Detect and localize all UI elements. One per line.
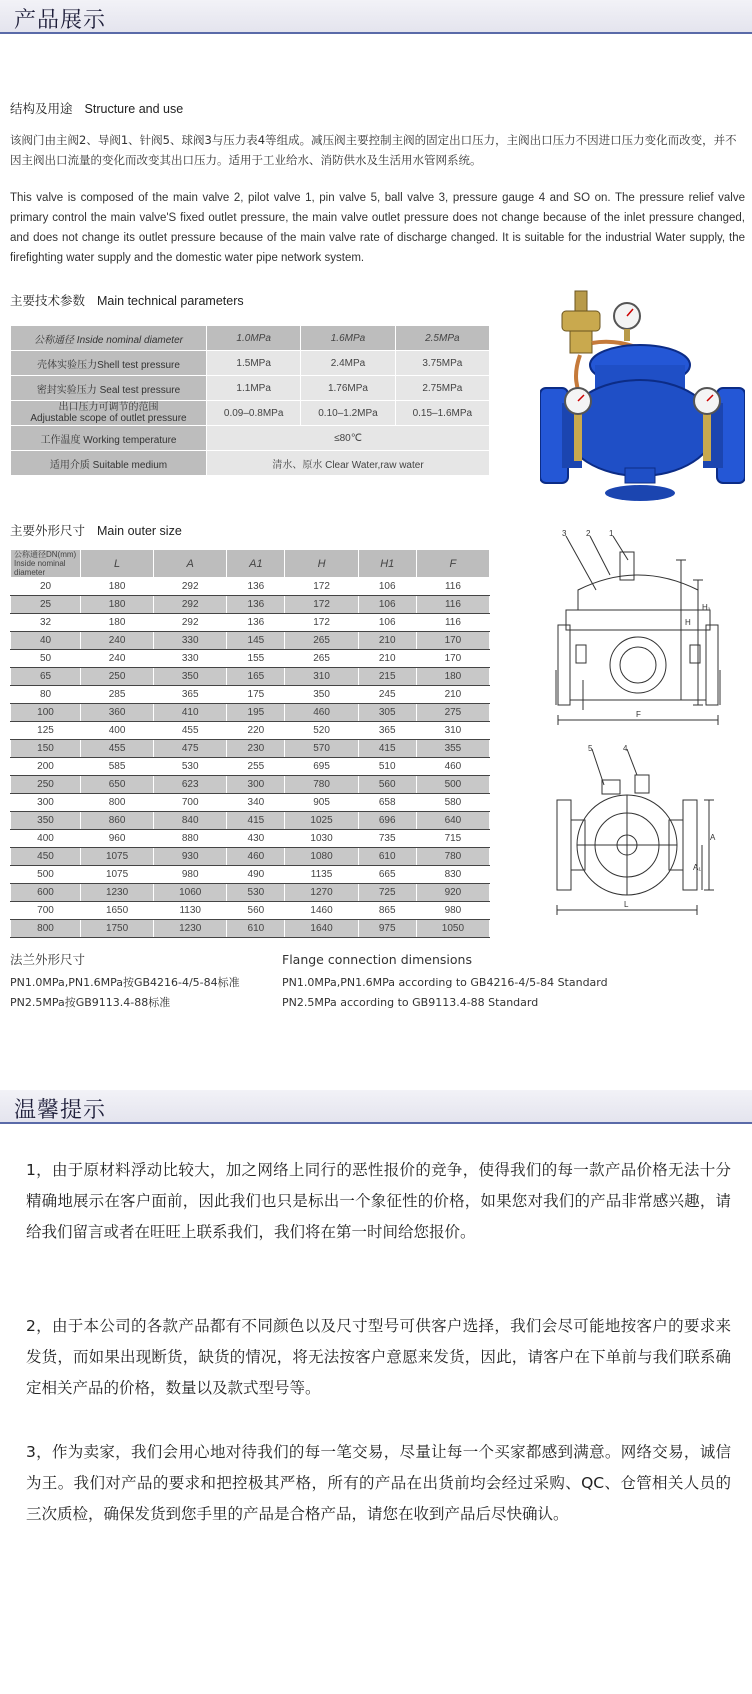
working-temp-value: ≤80℃: [207, 426, 490, 451]
table-cell: 310: [416, 722, 489, 740]
table-cell: 240: [81, 650, 154, 668]
table-cell: 1130: [154, 902, 227, 920]
table-cell: 106: [358, 596, 416, 614]
dn-header-en: Inside nominal diameter: [14, 559, 66, 577]
table-row: [11, 884, 490, 902]
table-cell: 265: [285, 650, 358, 668]
table-cell: 1.5MPa: [207, 351, 301, 376]
table-cell: 865: [358, 902, 416, 920]
table-cell: 250: [81, 668, 154, 686]
table-cell: 665: [358, 866, 416, 884]
table-cell: 210: [358, 632, 416, 650]
col-header-A: A: [154, 550, 227, 578]
table-cell: 696: [358, 812, 416, 830]
dn-cell: 300: [11, 794, 81, 812]
adjustable-scope-en: Adjustable scope of outlet pressure: [30, 413, 187, 424]
table-cell: 2.75MPa: [395, 376, 489, 401]
dim-a1: A₁: [693, 863, 702, 872]
table-cell: 1135: [285, 866, 358, 884]
table-cell: 735: [358, 830, 416, 848]
table-row: [11, 920, 490, 938]
table-row: [11, 812, 490, 830]
structure-title: [10, 99, 183, 117]
table-cell: 695: [285, 758, 358, 776]
table-cell: 570: [285, 740, 358, 758]
table-cell: 980: [416, 902, 489, 920]
dn-cell: 350: [11, 812, 81, 830]
table-cell: 1025: [285, 812, 358, 830]
table-cell: 180: [81, 614, 154, 632]
dn-header: [11, 550, 81, 578]
table-cell: 245: [358, 686, 416, 704]
table-cell: 920: [416, 884, 489, 902]
table-cell: 340: [227, 794, 285, 812]
table-cell: 1460: [285, 902, 358, 920]
table-cell: 292: [154, 614, 227, 632]
table-cell: 165: [227, 668, 285, 686]
outer-size-title-cn: 主要外形尺寸: [10, 523, 86, 538]
table-cell: 116: [416, 596, 489, 614]
valve-photo: [540, 283, 745, 511]
structure-paragraph-cn: 该阀门由主阀2、导阀1、针阀5、球阀3与压力表4等组成。减压阀主要控制主阀的固定出口压力，主阀出口压力不因进口压力变化而改变，并不因主阀出口流量的变化而改变其出口压力。适用于工业给水、消防供水及生活用水管网系统。: [10, 133, 737, 167]
table-row: [11, 451, 490, 476]
table-cell: 880: [154, 830, 227, 848]
table-cell: 355: [416, 740, 489, 758]
flange-line1-en: PN1.0MPa,PN1.6MPa according to GB4216-4/5-84 Standard: [282, 976, 608, 989]
table-row: [11, 686, 490, 704]
seal-test-label: 密封实验压力 Seal test pressure: [11, 376, 207, 401]
col-header-H: H: [285, 550, 358, 578]
shell-test-label: 壳体实验压力Shell test pressure: [11, 351, 207, 376]
table-row: [11, 704, 490, 722]
table-cell: 172: [285, 578, 358, 596]
table-cell: 292: [154, 596, 227, 614]
dn-cell: 500: [11, 866, 81, 884]
table-cell: 0.10–1.2MPa: [301, 401, 395, 426]
table-cell: 510: [358, 758, 416, 776]
technical-parameters-table: [10, 325, 490, 476]
valve-plan-diagram: [552, 745, 722, 925]
table-cell: 610: [227, 920, 285, 938]
dn-cell: 400: [11, 830, 81, 848]
table-cell: 240: [81, 632, 154, 650]
table-cell: 560: [358, 776, 416, 794]
table-cell: 2.4MPa: [301, 351, 395, 376]
table-cell: 460: [285, 704, 358, 722]
nominal-diameter-label: 公称通径 Inside nominal diameter: [11, 326, 207, 351]
technical-title: [10, 291, 244, 309]
table-cell: 330: [154, 650, 227, 668]
pressure-col-1: 1.0MPa: [207, 326, 301, 351]
table-row: [11, 650, 490, 668]
table-cell: 1650: [81, 902, 154, 920]
notice-2: 2，由于本公司的各款产品都有不同颜色以及尺寸型号可供客户选择，我们会尽可能地按客户的要求来发货，而如果出现断货，缺货的情况，将无法按客户意愿来发货，因此，请客户在下单前与我们联系确定相关产品的价格，数量以及款式型号等。: [26, 1317, 731, 1397]
dn-cell: 50: [11, 650, 81, 668]
table-cell: 455: [154, 722, 227, 740]
table-cell: 715: [416, 830, 489, 848]
table-cell: 360: [81, 704, 154, 722]
table-cell: 460: [416, 758, 489, 776]
table-cell: 930: [154, 848, 227, 866]
col-header-H1: H1: [358, 550, 416, 578]
structure-title-cn: 结构及用途: [10, 101, 73, 116]
table-cell: 1030: [285, 830, 358, 848]
callout-5: 5: [588, 745, 593, 753]
dn-cell: 80: [11, 686, 81, 704]
table-cell: 285: [81, 686, 154, 704]
table-cell: 658: [358, 794, 416, 812]
flange-line2-cn: PN2.5MPa按GB9113.4-88标准: [10, 996, 171, 1009]
table-row: [11, 740, 490, 758]
table-cell: 1270: [285, 884, 358, 902]
table-row: [11, 722, 490, 740]
table-cell: 175: [227, 686, 285, 704]
table-row: [11, 596, 490, 614]
table-row: [11, 351, 490, 376]
table-cell: 610: [358, 848, 416, 866]
table-cell: 860: [81, 812, 154, 830]
table-cell: 725: [358, 884, 416, 902]
table-cell: 136: [227, 614, 285, 632]
dn-cell: 25: [11, 596, 81, 614]
table-cell: 1750: [81, 920, 154, 938]
col-header-A1: A1: [227, 550, 285, 578]
table-row: [11, 866, 490, 884]
table-cell: 180: [416, 668, 489, 686]
table-cell: 106: [358, 578, 416, 596]
technical-title-en: Main technical parameters: [97, 294, 244, 308]
table-row: [11, 668, 490, 686]
table-cell: 560: [227, 902, 285, 920]
table-cell: 300: [227, 776, 285, 794]
table-cell: 415: [227, 812, 285, 830]
table-cell: 210: [416, 686, 489, 704]
table-cell: 210: [358, 650, 416, 668]
outer-size-title: [10, 521, 182, 539]
callout-3: 3: [562, 530, 567, 538]
structure-title-en: Structure and use: [84, 102, 184, 116]
table-row: [11, 614, 490, 632]
table-cell: 415: [358, 740, 416, 758]
table-cell: 1230: [154, 920, 227, 938]
flange-title-cn: 法兰外形尺寸: [10, 952, 86, 967]
table-cell: 1075: [81, 866, 154, 884]
section-title: 温馨提示: [14, 1098, 107, 1123]
adjustable-scope-cn: 出口压力可调节的范围: [58, 402, 159, 413]
table-cell: 170: [416, 650, 489, 668]
table-cell: 265: [285, 632, 358, 650]
section-title: 产品展示: [14, 8, 107, 33]
outer-size-title-en: Main outer size: [97, 524, 182, 538]
dn-cell: 40: [11, 632, 81, 650]
table-cell: 255: [227, 758, 285, 776]
table-cell: 170: [416, 632, 489, 650]
table-cell: 500: [416, 776, 489, 794]
adjustable-scope-label: [11, 401, 207, 426]
dn-cell: 100: [11, 704, 81, 722]
table-cell: 365: [358, 722, 416, 740]
table-cell: 172: [285, 596, 358, 614]
table-cell: 530: [154, 758, 227, 776]
table-cell: 623: [154, 776, 227, 794]
outer-size-body: [11, 578, 490, 938]
table-cell: 136: [227, 578, 285, 596]
working-temp-label: 工作温度 Working temperature: [11, 426, 207, 451]
table-row: [11, 426, 490, 451]
table-cell: 455: [81, 740, 154, 758]
table-cell: 650: [81, 776, 154, 794]
table-cell: 180: [81, 578, 154, 596]
table-cell: 1.76MPa: [301, 376, 395, 401]
notice-3: 3，作为卖家，我们会用心地对待我们的每一笔交易，尽量让每一个买家都感到满意。网络交易，诚信为王。我们对产品的要求和把控极其严格，所有的产品在出货前均会经过采购、QC、仓管相关人员的三次质检，确保发货到您手里的产品是合格产品，请您在收到产品后尽快确认。: [26, 1443, 731, 1523]
table-cell: 305: [358, 704, 416, 722]
table-cell: 172: [285, 614, 358, 632]
dn-cell: 125: [11, 722, 81, 740]
table-cell: 430: [227, 830, 285, 848]
dn-header-cn: 公称通径DN(mm): [14, 550, 77, 559]
table-cell: 840: [154, 812, 227, 830]
table-cell: 3.75MPa: [395, 351, 489, 376]
table-cell: 350: [154, 668, 227, 686]
col-header-L: L: [81, 550, 154, 578]
table-cell: 106: [358, 614, 416, 632]
callout-2: 2: [586, 530, 591, 538]
table-row: [11, 848, 490, 866]
dim-h1: H₁: [702, 603, 711, 612]
table-row: [11, 578, 490, 596]
table-cell: 1.1MPa: [207, 376, 301, 401]
dn-cell: 600: [11, 884, 81, 902]
table-cell: 195: [227, 704, 285, 722]
pressure-col-3: 2.5MPa: [395, 326, 489, 351]
table-cell: 520: [285, 722, 358, 740]
table-cell: 116: [416, 614, 489, 632]
structure-paragraph-en: This valve is composed of the main valve 2, pilot valve 1, pin valve 5, ball valve 3, pressure gauge 4 and SO on. The pressure relief valve primary control the main valve'S fixed outlet pressure, the main valve outlet pressure does not change because of the inlet pressure changed, and does not change its outlet pressure because of the main valve rate of discharge changed. It is suitable for the industrial Water supply, the firefighting water supply and the domestic water pipe network system.: [10, 192, 745, 264]
table-cell: 960: [81, 830, 154, 848]
dim-l: L: [624, 900, 629, 909]
table-row: [11, 376, 490, 401]
table-row: [11, 794, 490, 812]
table-cell: 1230: [81, 884, 154, 902]
callout-1: 1: [609, 530, 614, 538]
table-cell: 980: [154, 866, 227, 884]
table-row: [11, 776, 490, 794]
table-cell: 800: [81, 794, 154, 812]
table-cell: 410: [154, 704, 227, 722]
table-cell: 460: [227, 848, 285, 866]
table-row: [11, 902, 490, 920]
section-header-product: [0, 0, 752, 34]
table-cell: 780: [285, 776, 358, 794]
dn-cell: 250: [11, 776, 81, 794]
dn-cell: 450: [11, 848, 81, 866]
table-row: [11, 632, 490, 650]
table-cell: 116: [416, 578, 489, 596]
table-header-row: [11, 550, 490, 578]
table-cell: 0.09–0.8MPa: [207, 401, 301, 426]
table-row: [11, 326, 490, 351]
table-cell: 230: [227, 740, 285, 758]
table-cell: 180: [81, 596, 154, 614]
table-cell: 365: [154, 686, 227, 704]
table-cell: 580: [416, 794, 489, 812]
notice-1: 1，由于原材料浮动比较大，加之网络上同行的恶性报价的竞争，使得我们的每一款产品价格无法十分精确地展示在客户面前，因此我们也只是标出一个象征性的价格，如果您对我们的产品非常感兴趣，请给我们留言或者在旺旺上联系我们，我们将在第一时间给您报价。: [26, 1161, 731, 1241]
table-cell: 330: [154, 632, 227, 650]
table-cell: 585: [81, 758, 154, 776]
table-cell: 155: [227, 650, 285, 668]
table-cell: 215: [358, 668, 416, 686]
dim-h: H: [685, 618, 691, 627]
table-cell: 1075: [81, 848, 154, 866]
table-cell: 1640: [285, 920, 358, 938]
technical-title-cn: 主要技术参数: [10, 293, 86, 308]
dim-a: A: [710, 833, 716, 842]
table-cell: 310: [285, 668, 358, 686]
table-cell: 1050: [416, 920, 489, 938]
table-cell: 905: [285, 794, 358, 812]
callout-4: 4: [623, 745, 628, 753]
flange-title-en: Flange connection dimensions: [282, 952, 472, 967]
dn-cell: 20: [11, 578, 81, 596]
table-cell: 220: [227, 722, 285, 740]
table-cell: 350: [285, 686, 358, 704]
dim-f: F: [636, 710, 641, 719]
table-cell: 400: [81, 722, 154, 740]
table-cell: 975: [358, 920, 416, 938]
dn-cell: 700: [11, 902, 81, 920]
table-cell: 640: [416, 812, 489, 830]
medium-value: 清水、原水 Clear Water,raw water: [207, 451, 490, 476]
table-cell: 0.15–1.6MPa: [395, 401, 489, 426]
table-cell: 830: [416, 866, 489, 884]
table-cell: 475: [154, 740, 227, 758]
table-cell: 292: [154, 578, 227, 596]
flange-line1-cn: PN1.0MPa,PN1.6MPa按GB4216-4/5-84标准: [10, 976, 240, 989]
dn-cell: 800: [11, 920, 81, 938]
table-cell: 530: [227, 884, 285, 902]
table-cell: 145: [227, 632, 285, 650]
table-cell: 1080: [285, 848, 358, 866]
outer-size-table: [10, 549, 490, 938]
table-cell: 1060: [154, 884, 227, 902]
section-header-notice: [0, 1090, 752, 1124]
table-cell: 136: [227, 596, 285, 614]
dn-cell: 150: [11, 740, 81, 758]
dn-cell: 200: [11, 758, 81, 776]
medium-label: 适用介质 Suitable medium: [11, 451, 207, 476]
dn-cell: 32: [11, 614, 81, 632]
table-row: [11, 758, 490, 776]
valve-side-diagram: [548, 530, 728, 740]
table-cell: 275: [416, 704, 489, 722]
table-cell: 490: [227, 866, 285, 884]
table-cell: 780: [416, 848, 489, 866]
dn-cell: 65: [11, 668, 81, 686]
flange-line2-en: PN2.5MPa according to GB9113.4-88 Standard: [282, 996, 539, 1009]
pressure-col-2: 1.6MPa: [301, 326, 395, 351]
table-cell: 700: [154, 794, 227, 812]
table-row: [11, 401, 490, 426]
col-header-F: F: [416, 550, 489, 578]
table-row: [11, 830, 490, 848]
